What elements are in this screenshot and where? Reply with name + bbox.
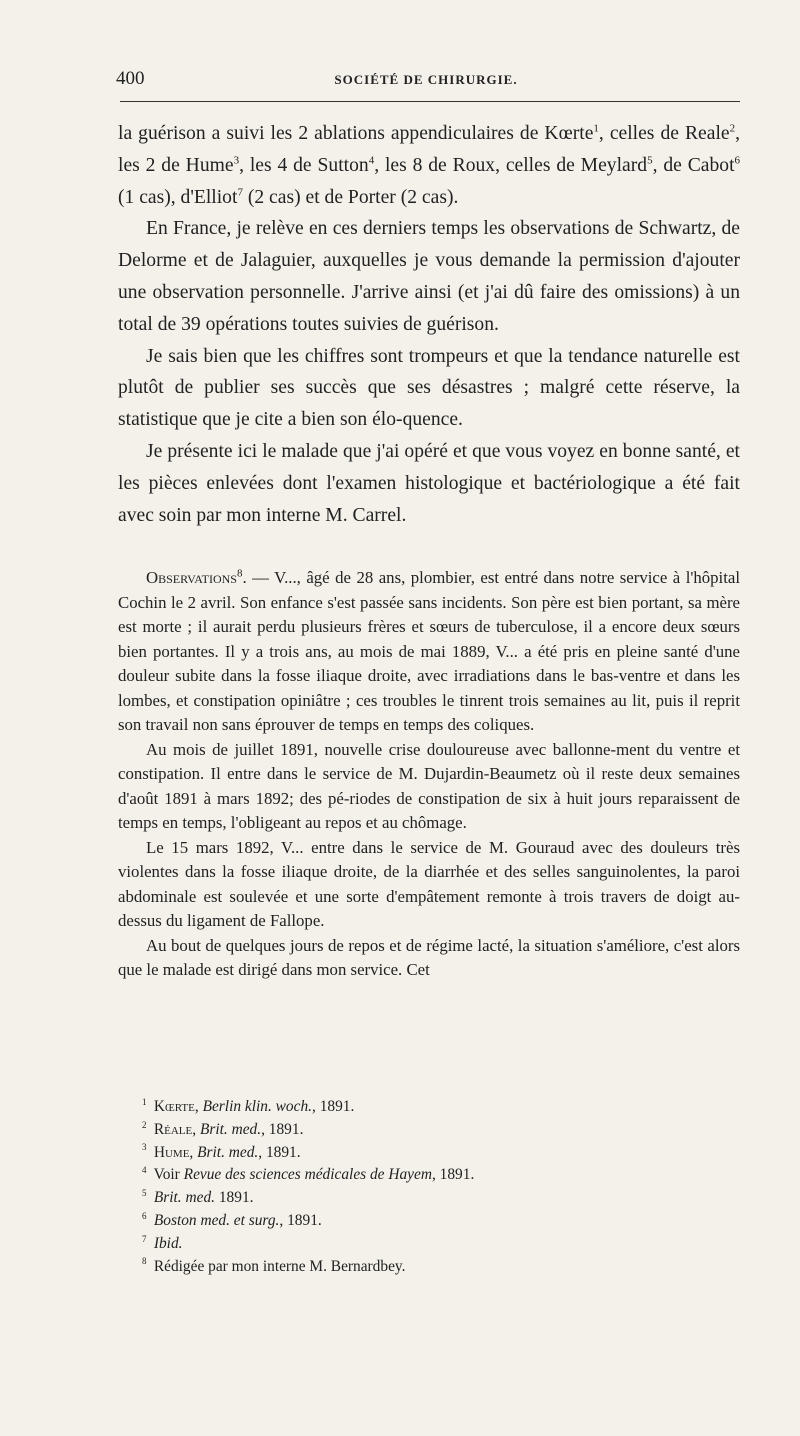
observation-paragraph-3: Le 15 mars 1892, V... entre dans le service de M. Gouraud avec des douleurs très violentes dans la fosse iliaque droite, de la diarrhée et des selles sanguinolentes, la paroi abdominale est soulevée et une sorte d'empâtement remonte à trois travers de doigt au-dessus du ligament de Fallope.: [118, 837, 740, 930]
paragraph-4: Je présente ici le malade que j'ai opéré et que vous voyez en bonne santé, et les pièces enlevées dont l'examen histologique et bactériologique a été fait avec soin par mon interne M. Carrel.: [118, 440, 740, 526]
running-title: SOCIÉTÉ DE CHIRURGIE.: [334, 72, 518, 87]
page-number: 400: [116, 68, 145, 89]
page-header: [112, 68, 740, 98]
observation-paragraph-1: Observations$^8$. — V..., âgé de 28 ans, plombier, est entré dans notre service à l'hôpital Cochin le 2 avril. Son enfance s'est passée sans incidents. Son père est bien portant, sa mère est morte ; il aurait perdu plusieurs frères et sœurs de tuberculose, il a encore deux sœurs bien portantes. Il y a trois ans, au mois de mai 1889, V... a été pris en pleine santé d'une douleur subite dans la fosse iliaque droite, avec irradiations dans le bas-ventre et dans les lombes, et constipation opiniâtre ; ces troubles le tinrent trois semaines au lit, puis il reprit son travail non sans éprouver de temps en temps des coliques.: [118, 567, 740, 734]
footnotes: [142, 1096, 702, 1278]
footnote: $^6$ Boston med. et surg., 1891.: [142, 1210, 322, 1229]
footnote: $^7$ Ibid.: [142, 1233, 183, 1252]
footnote: $^8$ Rédigée par mon interne M. Bernardbey.: [142, 1256, 406, 1275]
header-rule: [120, 101, 740, 102]
footnote: $^2$ Réale, Brit. med., 1891.: [142, 1119, 304, 1138]
observation-note-ref: 8: [236, 567, 243, 580]
paragraph-2: En France, je relève en ces derniers temps les observations de Schwartz, de Delorme et de Jalaguier, auxquelles je vous demande la permission d'ajouter une observation personnelle. J'arrive ainsi (et j'ai dû faire des omissions) à un total de 39 opérations toutes suivies de guérison.: [118, 218, 740, 335]
observation-paragraph-4: Au bout de quelques jours de repos et de régime lacté, la situation s'améliore, c'est alors que le malade est dirigé dans mon service. Cet: [118, 935, 740, 979]
paragraph-1: la guérison a suivi les 2 ablations appendiculaires de Kœrte$^1$, celles de Reale$^2$, les 2 de Hume$^3$, les 4 de Sutton$^4$, les 8 de Roux, celles de Meylard$^5$, de Cabot$^6$ (1 cas), d'Elliot$^7$ (2 cas) et de Porter (2 cas).: [118, 122, 741, 208]
footnote: $^4$ Voir Revue des sciences médicales de Hayem, 1891.: [142, 1165, 475, 1184]
footnote: $^1$ Kœrte, Berlin klin. woch., 1891.: [142, 1096, 355, 1115]
paragraph-3: Je sais bien que les chiffres sont trompeurs et que la tendance naturelle est plutôt de publier ses succès que ses désastres ; malgré cette réserve, la statistique que je cite a bien son élo-quence.: [118, 345, 740, 431]
observation-paragraph-2: Au mois de juillet 1891, nouvelle crise douloureuse avec ballonne-ment du ventre et constipation. Il entre dans le service de M. Dujardin-Beaumetz où il reste deux semaines d'août 1891 à mars 1892; des pé-riodes de constipation de six à huit jours reparaissent de temps en temps, l'obligeant au repos et au chômage.: [118, 739, 740, 832]
observation-label: Observations: [146, 568, 237, 587]
footnote: $^5$ Brit. med. 1891.: [142, 1188, 254, 1207]
footnote: $^3$ Hume, Brit. med., 1891.: [142, 1142, 301, 1161]
main-text: [118, 118, 740, 531]
observation-section: [118, 566, 740, 983]
